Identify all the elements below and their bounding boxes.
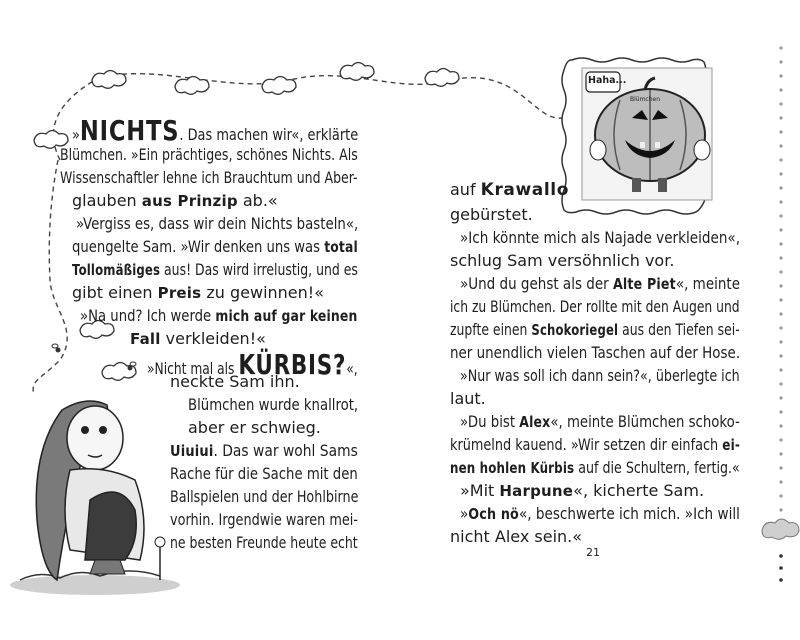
text-line [450,251,674,270]
text-line [170,464,358,483]
highlight-word: Alex [519,413,551,431]
text-run: gibt einen [72,283,158,302]
text-line [72,114,358,147]
text-line [80,306,357,325]
text-run: Blümchen. »Ein prächtiges, schönes Nichts. Als [60,145,358,164]
text-run: zu gewinnen!« [201,283,324,302]
text-line [72,191,278,210]
text-line [450,389,486,408]
text-line [450,320,740,339]
highlight-word: nen hohlen Kürbis [450,459,575,477]
text-run: «, meinte [675,274,740,293]
highlight-word: Schokoriegel [531,321,619,339]
pumpkin-label: Blümchen [630,96,661,103]
highlight-word: Tollomäßiges [72,261,161,279]
text-line [170,487,358,506]
highlight-word: Preis [157,284,202,302]
text-run: . Das war wohl Sams [213,441,358,460]
text-run: aber er schwieg. [188,418,321,437]
highlight-word: total [324,238,358,256]
text-run: zupfte einen [450,320,532,339]
text-line [450,435,740,454]
text-run: schlug Sam versöhnlich vor. [450,251,675,270]
text-line [460,274,740,293]
text-line [450,343,740,362]
text-line [188,395,358,414]
text-run: ner unendlich vielen Taschen auf der Hose. [450,343,741,362]
highlight-word: Harpune [499,482,574,500]
text-line [460,504,740,523]
text-run: «, beschwerte ich mich. »Ich will [518,504,740,523]
text-run: «, kicherte Sam. [573,481,705,500]
text-run: quengelte Sam. »Wir denken uns was [72,237,325,256]
pumpkin-picture-frame [562,58,712,214]
highlight-word: aus Prinzip [141,192,238,210]
text-line [450,180,569,200]
text-line [460,412,740,431]
text-line [450,458,740,477]
text-line [450,297,740,316]
text-run: ab.« [237,191,278,210]
text-run: »Vergiss es, dass wir dein Nichts basteln«, [76,214,359,233]
speech-bubble-text: Haha... [588,75,627,86]
text-run: krümelnd kauend. »Wir setzen dir einfach [450,435,723,454]
text-line [72,237,358,256]
text-run: Wissenschaftler lehne ich Brauchtum und Aber- [60,168,358,187]
text-run: aus! Das wird irrelustig, und es [160,260,358,279]
page-number: 21 [586,546,600,559]
text-line [170,533,358,552]
text-line [72,260,358,279]
text-run: vorhin. Irgendwie waren mei- [170,510,358,529]
text-line [60,145,358,164]
text-run: »Und du gehst als der [460,274,613,293]
text-run: «, [346,359,358,378]
text-run: Blümchen wurde knallrot, [188,395,359,414]
text-run: auf die Schultern, fertig.« [574,458,740,477]
text-run: Rache für die Sache mit den [170,464,358,483]
text-line [450,205,533,224]
dashed-trail-left [33,160,67,395]
text-run: auf [450,180,481,199]
text-line [130,329,266,348]
girl-illustration [10,401,180,595]
text-run: verkleiden!« [160,329,266,348]
text-line [60,168,358,187]
text-run: »Ich könnte mich als Najade verkleiden«, [460,228,741,247]
highlight-word: ei- [722,436,741,454]
text-run: glauben [72,191,142,210]
text-run: »Du bist [460,412,520,431]
text-run: laut. [450,389,486,408]
text-run: neckte Sam ihn. [170,372,300,391]
highlight-word: Alte Piet [612,275,676,293]
text-run: Ballspielen und der Hohlbirne [170,487,359,506]
highlight-word: Fall [130,330,161,348]
text-run: »Nicht mal als [147,359,239,378]
highlight-word: NICHTS [79,114,180,147]
highlight-word: Krawallo [480,180,570,200]
text-run: gebürstet. [450,205,533,224]
text-line [72,283,324,302]
text-line [460,228,740,247]
text-run: ne besten Freunde heute echt [170,533,358,552]
text-run: nicht Alex sein.« [450,527,583,546]
text-run: »Mit [460,481,500,500]
text-line [460,366,740,385]
highlight-word: KÜRBIS? [238,348,347,381]
text-run: ich zu Blümchen. Der rollte mit den Augen und [450,297,740,316]
text-line [170,510,358,529]
highlight-word: Och nö [468,505,519,523]
text-line [170,441,358,460]
text-run: . Das machen wir«, erklärte [179,125,359,144]
text-line [76,214,358,233]
highlight-word: mich auf gar keinen [215,307,358,325]
text-run: »Na und? Ich werde [80,306,216,325]
text-run: aus den Tiefen sei- [618,320,740,339]
text-run: «, meinte Blümchen schoko- [550,412,740,431]
text-run: » [72,125,80,144]
side-dotted-line [762,46,799,581]
text-line [170,372,300,391]
text-run: »Nur was soll ich dann sein?«, überlegte ich [460,366,740,385]
text-line [450,527,582,546]
text-line [460,481,704,500]
highlight-word: Uiuiui [170,442,214,460]
text-run: » [460,504,469,523]
text-line [188,418,321,437]
